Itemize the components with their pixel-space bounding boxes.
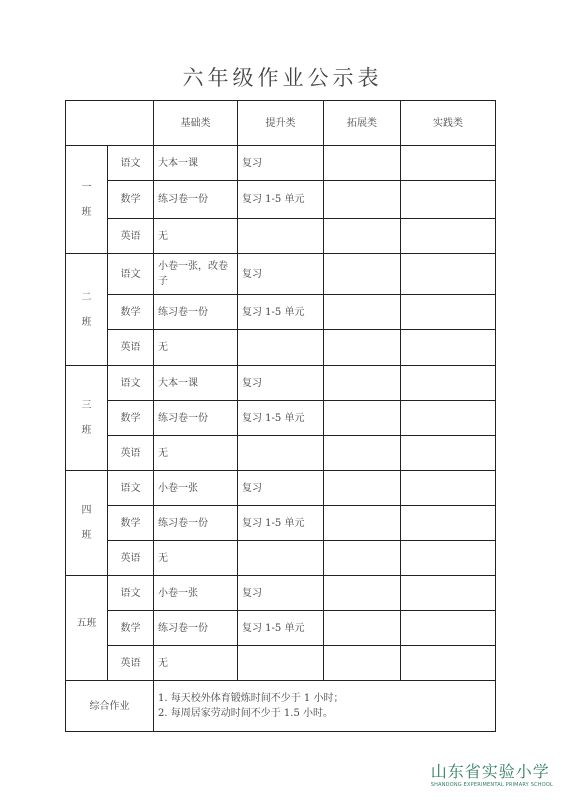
practice-cell [401, 611, 496, 646]
header-empty-cell [66, 101, 154, 146]
extend-cell [324, 611, 401, 646]
class-label-cell [66, 146, 108, 254]
class-label-bottom: 班 [81, 425, 92, 436]
header-basic: 基础类 [154, 101, 238, 146]
advance-cell: 复习 [238, 576, 324, 611]
subject-cell: 数学 [108, 506, 154, 541]
advance-cell [238, 436, 324, 471]
table-row [66, 366, 496, 401]
advance-cell [238, 219, 324, 254]
extend-cell [324, 219, 401, 254]
subject-cell: 语文 [108, 254, 154, 295]
class-label-cell [66, 471, 108, 576]
summary-row [66, 681, 496, 732]
page-title: 六年级作业公示表 [182, 66, 383, 90]
basic-cell: 练习卷一份 [154, 401, 238, 436]
practice-cell [401, 219, 496, 254]
extend-cell [324, 436, 401, 471]
basic-cell: 练习卷一份 [154, 181, 238, 219]
extend-cell [324, 471, 401, 506]
class-label-top: 四 [81, 505, 92, 516]
extend-cell [324, 646, 401, 681]
logo-chinese-name: 山东省实验小学 [430, 762, 550, 781]
extend-cell [324, 401, 401, 436]
practice-cell [401, 401, 496, 436]
class-label-cell [66, 254, 108, 366]
table-row [66, 611, 496, 646]
basic-cell: 大本一课 [154, 146, 238, 181]
practice-cell [401, 576, 496, 611]
table-row [66, 219, 496, 254]
advance-cell: 复习 1-5 单元 [238, 401, 324, 436]
table-row [66, 295, 496, 330]
table-row [66, 506, 496, 541]
advance-cell: 复习 [238, 146, 324, 181]
table-row [66, 146, 496, 181]
extend-cell [324, 146, 401, 181]
table-row [66, 541, 496, 576]
basic-cell: 大本一课 [154, 366, 238, 401]
subject-cell: 英语 [108, 646, 154, 681]
subject-cell: 英语 [108, 541, 154, 576]
advance-cell [238, 330, 324, 366]
summary-line: 1. 每天校外体育锻炼时间不少于 1 小时； [158, 693, 344, 704]
extend-cell [324, 506, 401, 541]
practice-cell [401, 506, 496, 541]
extend-cell [324, 330, 401, 366]
advance-cell: 复习 1-5 单元 [238, 611, 324, 646]
school-logo [431, 759, 553, 788]
basic-cell: 无 [154, 330, 238, 366]
practice-cell [401, 254, 496, 295]
advance-cell: 复习 1-5 单元 [238, 506, 324, 541]
advance-cell: 复习 [238, 254, 324, 295]
advance-cell: 复习 [238, 366, 324, 401]
table-row [66, 436, 496, 471]
class-label-top: 三 [81, 400, 92, 411]
subject-cell: 语文 [108, 576, 154, 611]
practice-cell [401, 181, 496, 219]
extend-cell [324, 541, 401, 576]
subject-cell: 英语 [108, 436, 154, 471]
header-practice: 实践类 [401, 101, 496, 146]
advance-cell [238, 646, 324, 681]
homework-table [65, 100, 496, 732]
summary-content [154, 681, 496, 732]
class-label-cell [66, 366, 108, 471]
logo-english-name: SHANDONG EXPERIMENTAL PRIMARY SCHOOL [430, 782, 553, 788]
practice-cell [401, 366, 496, 401]
advance-cell [238, 541, 324, 576]
subject-cell: 数学 [108, 295, 154, 330]
basic-cell: 小卷一张，改卷子 [154, 254, 238, 295]
practice-cell [401, 471, 496, 506]
extend-cell [324, 295, 401, 330]
extend-cell [324, 254, 401, 295]
basic-cell: 练习卷一份 [154, 506, 238, 541]
table-row [66, 181, 496, 219]
table-row [66, 330, 496, 366]
advance-cell: 复习 1-5 单元 [238, 295, 324, 330]
header-advance: 提升类 [238, 101, 324, 146]
table-row [66, 576, 496, 611]
subject-cell: 语文 [108, 366, 154, 401]
advance-cell: 复习 1-5 单元 [238, 181, 324, 219]
subject-cell: 英语 [108, 330, 154, 366]
extend-cell [324, 576, 401, 611]
subject-cell: 数学 [108, 181, 154, 219]
class-label-bottom: 班 [81, 316, 92, 328]
subject-cell: 数学 [108, 401, 154, 436]
extend-cell [324, 366, 401, 401]
basic-cell: 小卷一张 [154, 471, 238, 506]
basic-cell: 练习卷一份 [154, 295, 238, 330]
extend-cell [324, 181, 401, 219]
basic-cell: 无 [154, 541, 238, 576]
summary-line: 2. 每周居家劳动时间不少于 1.5 小时。 [158, 708, 333, 719]
class-label-top: 五班 [76, 617, 97, 629]
class-label-bottom: 班 [81, 530, 92, 541]
practice-cell [401, 436, 496, 471]
practice-cell [401, 646, 496, 681]
header-extend: 拓展类 [324, 101, 401, 146]
subject-cell: 语文 [108, 471, 154, 506]
class-label-top: 一 [81, 181, 92, 193]
summary-label: 综合作业 [66, 681, 154, 732]
practice-cell [401, 541, 496, 576]
basic-cell: 无 [154, 219, 238, 254]
subject-cell: 英语 [108, 219, 154, 254]
basic-cell: 无 [154, 436, 238, 471]
practice-cell [401, 146, 496, 181]
table-row [66, 254, 496, 295]
table-row [66, 646, 496, 681]
practice-cell [401, 330, 496, 366]
basic-cell: 练习卷一份 [154, 611, 238, 646]
subject-cell: 数学 [108, 611, 154, 646]
advance-cell: 复习 [238, 471, 324, 506]
header-row [66, 101, 496, 146]
class-label-bottom: 班 [81, 206, 92, 218]
practice-cell [401, 295, 496, 330]
basic-cell: 小卷一张 [154, 576, 238, 611]
table-row [66, 471, 496, 506]
basic-cell: 无 [154, 646, 238, 681]
class-label-top: 二 [81, 291, 92, 303]
table-row [66, 401, 496, 436]
subject-cell: 语文 [108, 146, 154, 181]
class-label-cell [66, 576, 108, 681]
